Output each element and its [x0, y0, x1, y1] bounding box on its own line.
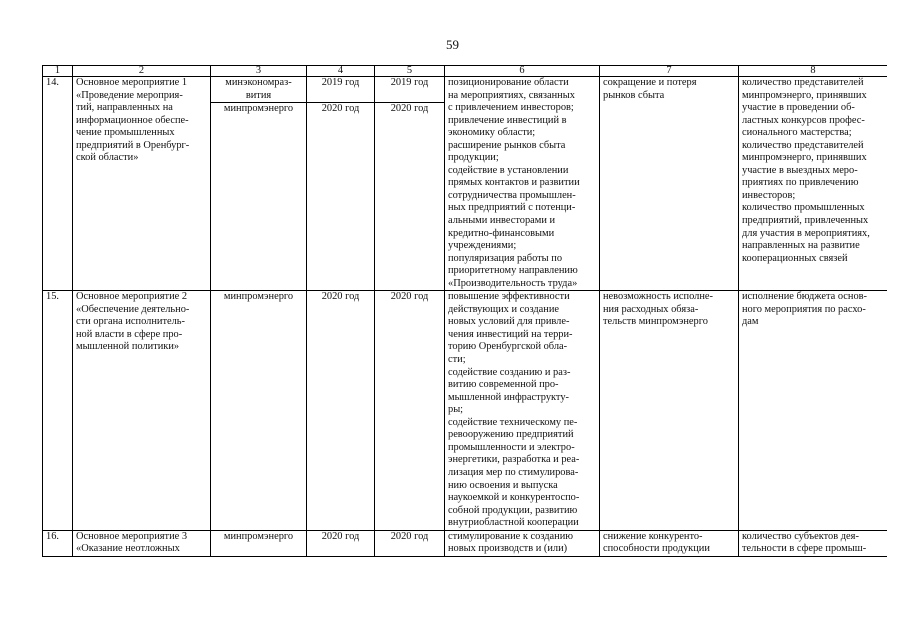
column-number: 8: [739, 66, 888, 77]
event-name: Основное мероприятие 1 «Проведение мероприя- тий, направленных на информационное обеспе- чение промышленных предприятий в Оренбург- ской области»: [73, 77, 211, 291]
non-implementation-consequences: невозможность исполне- ния расходных обяза- тельств минпромэнерго: [600, 291, 739, 530]
start-year: 2020 год: [321, 103, 360, 114]
column-number: 3: [211, 66, 307, 77]
executor-name: минпромэнерго: [211, 291, 307, 530]
row-number: 14.: [43, 77, 73, 291]
row-number: 16.: [43, 530, 73, 556]
row-number: 15.: [43, 291, 73, 530]
expected-results: позиционирование области на мероприятиях, связанных с привлечением инвесторов; привлечение инвестиций в экономику области; расширение рынков сбыта продукции; содействие в установлении прямых контактов и развитии сотрудничества промышлен- ных предприятий с потенци- альными инвесторами и кредитно-финансовыми учреждениями; популяризация работы по приоритетному направлению «Производительность труда»: [445, 77, 600, 291]
end-year: 2020 год: [390, 103, 429, 114]
indicators-link: количество представителей минпромэнерго, принявших участие в проведении об- ластных конкурсов профес- сионального мастерства; количество представителей минпромэнерго, принявших участие в выездных меро- приятиях по привлечению инвесторов; количество промышленных предприятий, привлеченных для участия в мероприятиях, направленных на развитие кооперационных связей: [739, 77, 888, 291]
expected-results: повышение эффективности действующих и создание новых условий для привле- чения инвестиций на терри- торию Оренбургской обла- сти; содействие созданию и раз- витию современной про- мышленной инфраструкту- ры; содействие техническому пе- ревооружению предприятий промышленности и электро- энергетики, разработка и реа- лизация мер по стимулирова- нию освоения и выпуска наукоемкой и конкурентоспо- собной продукции, развитию внутриобластной кооперации: [445, 291, 600, 530]
start-year: 2020 год: [307, 291, 375, 530]
executor-name: минпромэнерго: [223, 103, 294, 115]
end-year: 2020 год: [375, 291, 445, 530]
end-year-cell: [375, 77, 445, 291]
page-number: 59: [446, 37, 459, 52]
start-year: 2020 год: [307, 530, 375, 556]
measures-table: [42, 65, 887, 557]
indicators-link: исполнение бюджета основ- ного мероприятия по расхо- дам: [739, 291, 888, 530]
column-number: 7: [600, 66, 739, 77]
column-number: 1: [43, 66, 73, 77]
start-year: 2019 год: [307, 77, 374, 103]
column-number: 5: [375, 66, 445, 77]
executor-name: минэкономраз- вития: [211, 77, 306, 103]
executor-cell: [211, 77, 307, 291]
executor-name: минпромэнерго: [211, 530, 307, 556]
indicators-link: количество субъектов дея- тельности в сфере промыш-: [739, 530, 888, 556]
column-number: 4: [307, 66, 375, 77]
column-number-row: [43, 66, 888, 77]
start-year-cell: [307, 77, 375, 291]
measures-table-sheet: [42, 65, 887, 595]
table-row: [43, 291, 888, 530]
table-row: [43, 530, 888, 556]
column-number: 6: [445, 66, 600, 77]
non-implementation-consequences: снижение конкуренто- способности продукции: [600, 530, 739, 556]
column-number: 2: [73, 66, 211, 77]
non-implementation-consequences: сокращение и потеря рынков сбыта: [600, 77, 739, 291]
expected-results: стимулирование к созданию новых производств и (или): [445, 530, 600, 556]
end-year: 2020 год: [375, 530, 445, 556]
event-name: Основное мероприятие 3 «Оказание неотложных: [73, 530, 211, 556]
event-name: Основное мероприятие 2 «Обеспечение деятельно- сти органа исполнитель- ной власти в сфере про- мышленной политики»: [73, 291, 211, 530]
end-year: 2019 год: [375, 77, 444, 103]
table-row: [43, 77, 888, 291]
